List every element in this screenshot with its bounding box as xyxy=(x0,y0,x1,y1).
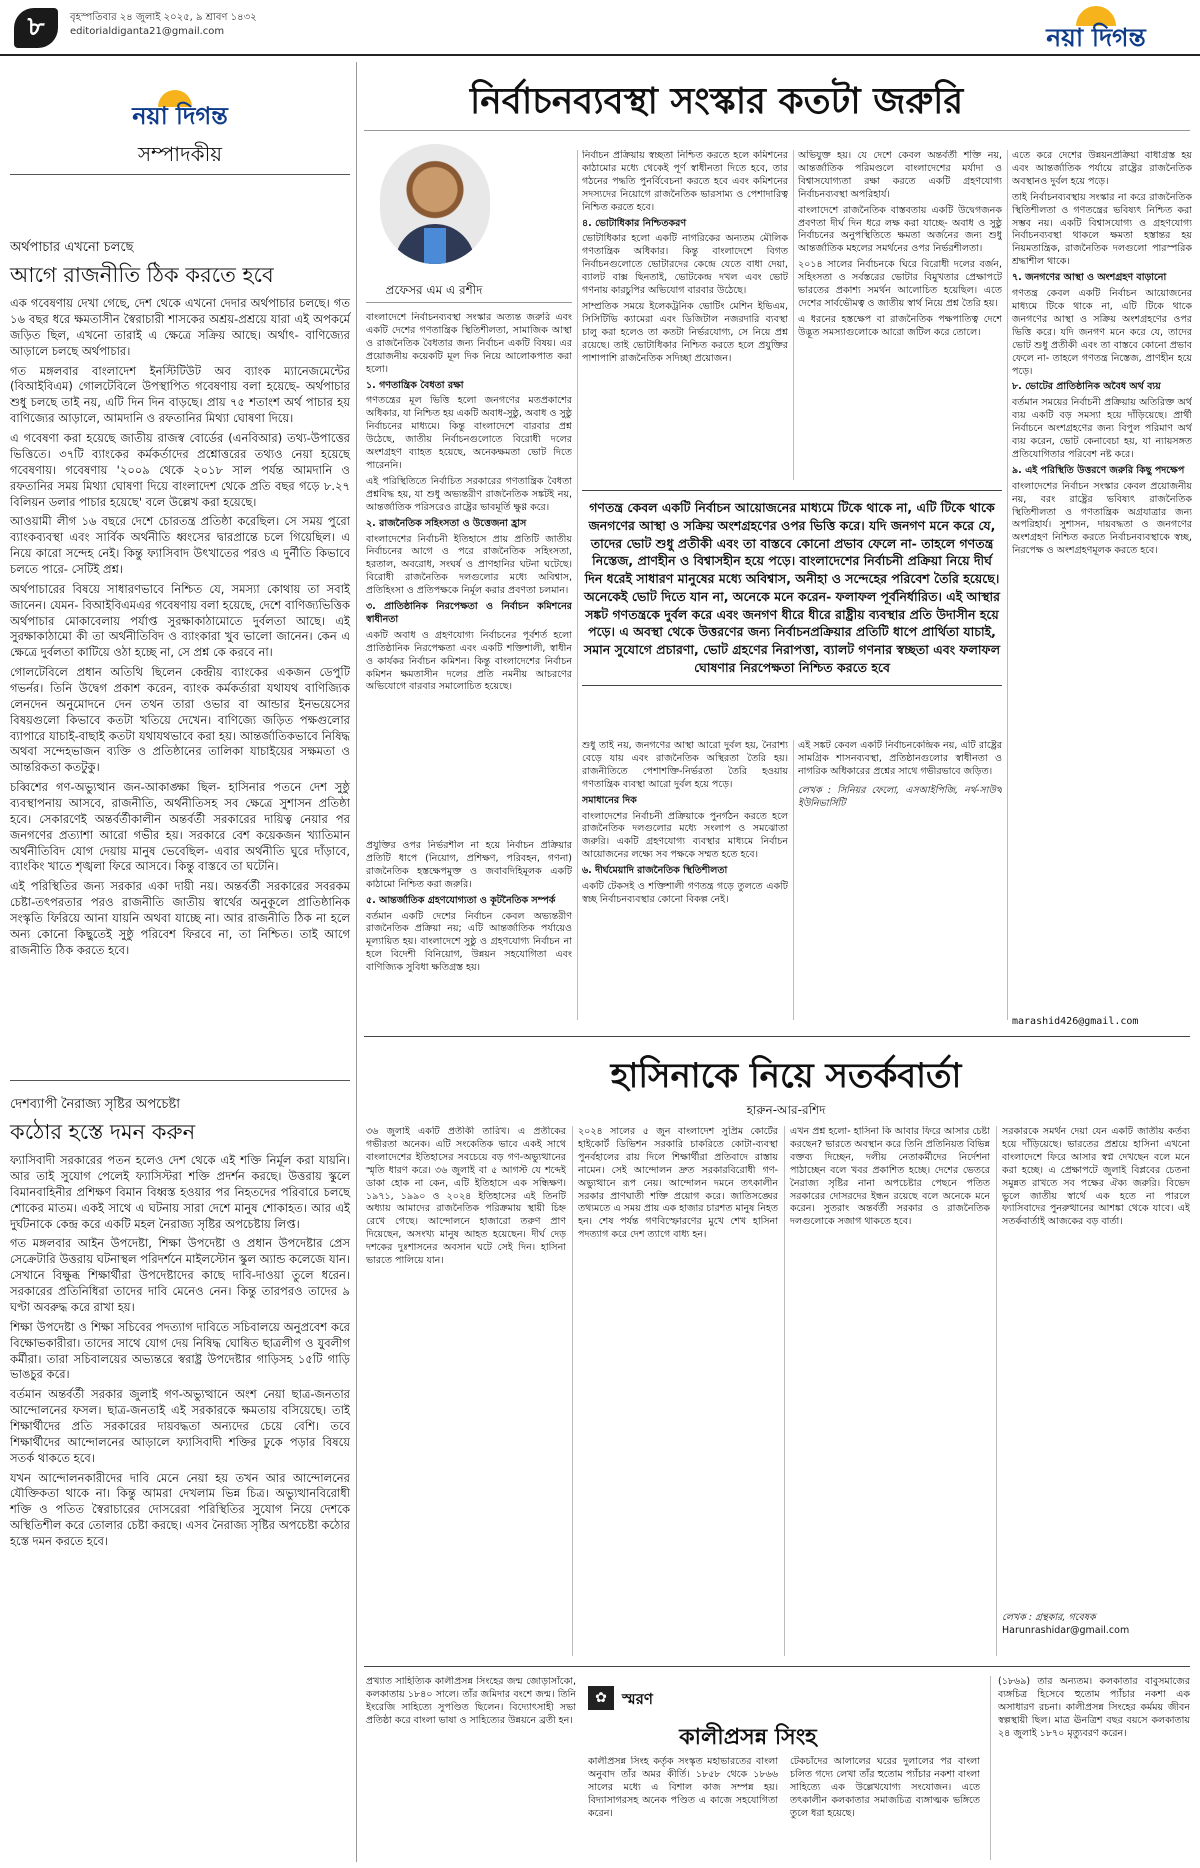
article3-column-4 xyxy=(998,1676,1190,1860)
brand-name: নয়া দিগন্ত xyxy=(1046,23,1146,52)
paragraph: গণতন্ত্রের মূল ভিত্তি হলো জনগণের মতপ্রকাশের অধিকার, যা নিশ্চিত হয় একটি অবাধ-সুষ্ঠু, অবাধ ও সুষ্ঠু নির্বাচনের মাধ্যমে। কিন্তু বাংলাদেশে বারবার প্রশ্ন উঠেছে, জাতীয় নির্বাচনগুলোতে বিরোধী দলের অংশগ্রহণ ব্যাহত হয়েছে, অনেকক্ষমতা ভোট দিতে পারেননি। xyxy=(366,395,572,471)
editorial-column xyxy=(10,62,350,1862)
paragraph: অভিযুক্ত হয়। যে দেশে কেবল অন্তর্বর্তী শক্তি নয়, আন্তর্জাতিক পরিমণ্ডলে বাংলাদেশের মর্যাদা ও বিশ্বাসযোগ্যতা রক্ষা করতে একটি গ্রহণযোগ্য নির্বাচনব্যবস্থা অপরিহার্য। xyxy=(798,150,1002,200)
page-number: ৮ xyxy=(14,8,58,48)
subheading: ৪. ভোটাধিকার নিশ্চিতকরণ xyxy=(582,217,687,229)
subheading: ৫. আন্তর্জাতিক গ্রহণযোগ্যতা ও কূটনৈতিক সম্পর্ক xyxy=(366,894,556,906)
editorial-logo xyxy=(90,90,270,128)
section-divider xyxy=(364,1666,1190,1667)
main-article-column-6 xyxy=(582,740,788,1020)
paragraph: বর্তমান অন্তর্বর্তী সরকার জুলাই গণ-অভ্যুত্থানে অংশ নেয়া ছাত্র-জনতার আন্দোলনের ফসল। ছাত্র-জনতাই এই সরকারকে ক্ষমতায় বসিয়েছে। তাই শিক্ষার্থীদের প্রতি সরকারের দায়বদ্ধতা অন্যদের চেয়ে বেশি। তবে শিক্ষার্থীদের আন্দোলনের আড়ালে ফ্যাসিবাদী শক্তির ঢুকে পড়ার বিষয়ে সতর্ক থাকতে হবে। xyxy=(10,1387,350,1465)
article2-title: হাসিনাকে নিয়ে সতর্কবার্তা xyxy=(610,1056,962,1096)
paragraph: শিক্ষা উপদেষ্টা ও শিক্ষা সচিবের পদত্যাগ দাবিতে সচিবালয়ে অনুপ্রবেশ করে বিক্ষোভকারীরা। তাদের সাথে যোগ দেয় নিষিদ্ধ ঘোষিত ছাত্রলীগ ও যুবলীগ কর্মীরা। তারা সচিবালয়ের অভ্যন্তরে স্বরাষ্ট্র উপদেষ্টার গাড়িসহ ১৫টি গাড়ি ভাঙচুর করে। xyxy=(10,1319,350,1382)
article-title: কঠোর হস্তে দমন করুন xyxy=(10,1120,196,1144)
article2-author: হারুন-আর-রশিদ xyxy=(746,1103,826,1117)
column-divider xyxy=(793,740,794,1020)
column-divider xyxy=(572,1126,573,1656)
author-photo xyxy=(380,144,490,264)
paragraph: বাংলাদেশে রাজনৈতিক বাস্তবতায় একটি উদ্বেগজনক প্রবণতা দীর্ঘ দিন ধরে লক্ষ করা যাচ্ছে- অবাধ ও সুষ্ঠু নির্বাচনের অনুপস্থিতিতে ক্ষমতা অর্জনের জন্য শুধু আন্তর্জাতিক মহলের সমর্থনের ওপর নির্ভরশীলতা। xyxy=(798,204,1002,255)
paragraph: কালীপ্রসন্ন সিংহ কর্তৃক সংস্কৃত মহাভারতের বাংলা অনুবাদ তাঁর অমর কীর্তি। ১৮৫৮ থেকে ১৮৬৬ সালের মধ্যে এ বিশাল কাজ সম্পন্ন হয়। বিদ্যাসাগরসহ অনেক পণ্ডিত এ কাজে সহযোগিতা করেন। xyxy=(588,1756,778,1819)
column-divider xyxy=(577,150,578,1020)
paragraph: গত মঙ্গলবার বাংলাদেশ ইনস্টিটিউট অব ব্যাংক ম্যানেজমেন্টের (বিআইবিএম) গোলটেবিলে উপস্থাপিত গবেষণায় বলা হয়েছে- অর্থপাচার শুধু চলছে তাই নয়, এটি দিন দিন বাড়ছে। প্রায় ৭৫ শতাংশ অর্থ পাচার হয় বাণিজ্যের আড়ালে, আমদানি ও রফতানির মিথ্যা ঘোষণা দিয়ে। xyxy=(10,363,350,426)
article3-title: কালীপ্রসন্ন সিংহ xyxy=(679,1725,817,1750)
column-divider xyxy=(784,1126,785,1656)
pull-quote: গণতন্ত্র কেবল একটি নির্বাচন আয়োজনের মাধ্যমে টিকে থাকে না, এটি টিকে থাকে জনগণের আস্থা ও সক্রিয় অংশগ্রহণের ওপর ভিত্তি করে। যদি জনগণ মনে করে যে, তাদের ভোট শুধু প্রতীকী এবং তা বাস্তবে কোনো প্রভাব ফেলে না- তাহলে গণতন্ত্র নিস্তেজ, প্রাণহীন ও বিশ্বাসহীন হয়ে পড়ে। বাংলাদেশের নির্বাচনী প্রক্রিয়া নিয়ে দীর্ঘ দিন ধরেই সাধারণ মানুষের মধ্যে অবিশ্বাস, অনীহা ও সন্দেহের পরিবেশ তৈরি হয়েছে। অনেকেই ভোট দিতে যান না, অনেকে মনে করেন- ফলাফল পূর্বনির্ধারিত। এই আস্থার সঙ্কট গণতন্ত্রকে দুর্বল করে এবং জনগণ ধীরে ধীরে রাষ্ট্রীয় ব্যবস্থার প্রতি উদাসীন হয়ে পড়ে। এ অবস্থা থেকে উত্তরণের জন্য নির্বাচনপ্রক্রিয়ার প্রতিটি ধাপে প্রার্থিতা যাচাই, সমান সুযোগে প্রচারণা, ভোট গ্রহণের নিরাপত্তা, ব্যালট গণনার স্বচ্ছতা এবং ফলাফল ঘোষণার নিরপেক্ষতা নিশ্চিত করতে হবে xyxy=(582,490,1002,686)
paragraph: বর্তমান সময়ের নির্বাচনী প্রক্রিয়ায় অতিরিক্ত অর্থ ব্যয় একটি বড় সমস্যা হয়ে দাঁড়িয়েছে। প্রার্থী নির্বাচনে অংশগ্রহণের জন্য বিপুল পরিমাণ অর্থ ব্যয় করেন, ভোট কেনাবেচা হয়, যা ন্যায়সঙ্গত প্রতিযোগিতার পরিবেশ নষ্ট করে। xyxy=(1012,397,1192,460)
paragraph: যখন আন্দোলনকারীদের দাবি মেনে নেয়া হয় তখন আর আন্দোলনের যৌক্তিকতা থাকে না। কিন্তু আমরা দেখলাম ভিন্ন চিত্র। অভ্যুত্থানবিরোধী শক্তি ও পতিত স্বৈরাচারের দোসরেরা পরিস্থিতির সুযোগ নিয়ে দেশকে অস্থিতিশীল করে তোলার চেষ্টা করছে। এসব নৈরাজ্য সৃষ্টির অপচেষ্টা কঠোর হস্তে দমন করতে হবে। xyxy=(10,1470,350,1548)
paragraph: একটি টেকসই ও শক্তিশালী গণতন্ত্র গড়ে তুলতে একটি স্বচ্ছ নির্বাচনব্যবস্থার কোনো বিকল্প নেই। xyxy=(582,881,788,905)
flower-icon: ✿ xyxy=(588,1686,614,1710)
column-divider xyxy=(356,62,357,1862)
article2-column-3 xyxy=(790,1126,990,1656)
subheading: ৬. দীর্ঘমেয়াদি রাজনৈতিক স্থিতিশীলতা xyxy=(582,865,728,877)
paragraph: এখন প্রশ্ন হলো- হাসিনা কি আবার ফিরে আসার চেষ্টা করছেন? ভারতে অবস্থান করে তিনি প্রতিনিয়ত বিভিন্ন বক্তব্য দিচ্ছেন, দলীয় নেতাকর্মীদের নির্দেশনা পাঠাচ্ছেন বলে খবর প্রকাশিত হচ্ছে। দেশের ভেতরে নৈরাজ্য সৃষ্টির নানা অপচেষ্টার পেছনে পতিত সরকারের দোসরদের ইন্ধন রয়েছে বলে অনেকে মনে করেন। সুতরাং অন্তর্বর্তী সরকার ও রাজনৈতিক দলগুলোকে সজাগ থাকতে হবে। xyxy=(790,1126,990,1228)
paragraph: ২০২৪ সালের ৫ জুন বাংলাদেশ সুপ্রিম কোর্টের হাইকোর্ট ডিভিশন সরকারি চাকরিতে কোটা-ব্যবস্থা পুনর্বহালের রায় দিলে শিক্ষার্থীরা প্রতিবাদে রাস্তায় নামেন। সেই আন্দোলন দ্রুত সরকারবিরোধী গণ-অভ্যুত্থানে রূপ নেয়। আন্দোলন দমনে তৎকালীন সরকার প্রাণঘাতী শক্তি প্রয়োগ করে। জাতিসঙ্ঘের তথ্যমতে এ সময় প্রায় এক হাজার চারশত মানুষ নিহত হন। শেষ পর্যন্ত গণবিস্ফোরণের মুখে শেখ হাসিনা পদত্যাগ করে দেশ ত্যাগে বাধ্য হন। xyxy=(578,1126,778,1241)
paragraph: এই সঙ্কট কেবল একটি নির্বাচনকেন্দ্রিক নয়, এটি রাষ্ট্রের সামগ্রিক শাসনব্যবস্থা, প্রতিষ্ঠানগুলোর স্বাধীনতা ও নাগরিক অধিকারের প্রশ্নের সাথে গভীরভাবে জড়িত। xyxy=(798,740,1002,777)
masthead xyxy=(0,0,1200,56)
column-divider xyxy=(996,1126,997,1656)
paragraph: এক গবেষণায় দেখা গেছে, দেশ থেকে এখনো দেদার অর্থপাচার চলছে। গত ১৬ বছর ধরে ক্ষমতাসীন স্বৈরাচারী শাসকের অশ্রয়-প্রশ্রয়ে যারা এই অপকর্মে জড়িত ছিল, এখনো তারাই এ ক্ষেত্রে সক্রিয় আছে। অর্থাৎ- বাণিজ্যের আড়ালে চলছে অর্থপাচার। xyxy=(10,296,350,358)
author-shirt xyxy=(424,228,446,264)
article-body xyxy=(10,296,350,958)
paragraph: এই পরিস্থিতির জন্য সরকার একা দায়ী নয়। অন্তর্বর্তী সরকারের সবরকম চেষ্টা-তৎপরতার পরও রাজনীতি জাতীয় স্বার্থের অনুকূলে প্রাতিষ্ঠানিক সংস্কৃতি ফিরিয়ে আনা যায়নি অথবা যাচ্ছে না। আর রাজনীতি ঠিক না হলে অন্য কোনো কিছুতেই সুষ্ঠু পরিবেশ ফিরবে না, তা নিশ্চিত। তাই আগে রাজনীতি ঠিক করতে হবে। xyxy=(10,879,350,957)
paragraph: নির্বাচন প্রক্রিয়ায় স্বচ্ছতা নিশ্চিত করতে হলে কমিশনের কাঠামোর মধ্যে থেকেই পূর্ণ স্বাধীনতা দিতে হবে, তার গঠনের পদ্ধতি পুনর্বিবেচনা করতে হবে এবং কমিশনের সদস্যদের নিয়োগে রাজনৈতিক ভারসাম্য ও পেশাদারিত্ব নিশ্চিত করতে হবে। xyxy=(582,150,788,213)
editorial-brand: নয়া দিগন্ত xyxy=(132,102,228,130)
article2-signature-block xyxy=(1002,1606,1190,1652)
main-article-title: নির্বাচনব্যবস্থা সংস্কার কতটা জরুরি xyxy=(470,81,964,122)
article2-email[interactable]: Harunrashidar@gmail.com xyxy=(1002,1624,1130,1636)
main-article-column-2 xyxy=(582,150,788,480)
masthead-divider xyxy=(0,54,1200,56)
main-article-column-7 xyxy=(798,740,1002,1020)
paragraph: ৩৬ জুলাই একটি প্রতীকী তারিখ। এ প্রতীকের গভীরতা অনেক। এটি সংকেতিক ভাবে একই সাথে বাংলাদেশের ইতিহাসের সবচেয়ে বড় গণ-অভ্যুত্থানের স্মৃতি ধারণ করে। ৩৬ জুলাই বা ৫ আগস্ট যে শব্দেই ডাকা হোক না কেন, এটি ইতিহাসে এক সন্ধিক্ষণ। ১৯৭১, ১৯৯০ ও ২০২৪ ইতিহাসের এই তিনটি অধ্যায় আমাদের রাজনৈতিক পরিক্রমায় স্থায়ী চিহ্ন রেখে গেছে। আন্দোলনে হাজারো তরুণ প্রাণ দিয়েছেন, অসংখ্য মানুষ আহত হয়েছেন। দীর্ঘ দেড় দশকের দুঃশাসনের অবসান ঘটে সেই দিন। হাসিনা ভারতে পালিয়ে যান। xyxy=(366,1126,566,1267)
article2-column-2 xyxy=(578,1126,778,1656)
title-divider xyxy=(364,130,1190,131)
paragraph: শুধু তাই নয়, জনগণের আস্থা আরো দুর্বল হয়, নৈরাশ্য বেড়ে যায় এবং রাজনৈতিক অস্থিরতা তৈরি হয়। রাজনীতিতে পেশাশক্তি-নির্ভরতা তৈরি হওয়ায় গণতান্ত্রিক ব্যবস্থা আরো দুর্বল হয়ে পড়ে। xyxy=(582,740,788,790)
editorial-article-1 xyxy=(10,238,350,963)
author-email[interactable]: marashid426@gmail.com xyxy=(1012,1016,1139,1027)
paragraph: এই পরিস্থিতিতে নির্বাচিত সরকারের গণতান্ত্রিক বৈধতা প্রশ্নবিদ্ধ হয়, যা শুধু অভ্যন্তরীণ রাজনৈতিক সঙ্কটই নয়, আন্তর্জাতিক পরিসরেও রাষ্ট্রের ভাবমূর্তি ক্ষুণ্ণ করে। xyxy=(366,475,572,513)
subheading: ৯. এই পরিস্থিতি উত্তরণে জরুরি কিছু পদক্ষেপ xyxy=(1012,464,1185,476)
article-kicker: দেশব্যাপী নৈরাজ্য সৃষ্টির অপচেষ্টা xyxy=(10,1097,180,1112)
subheading: ৩. প্রাতিষ্ঠানিক নিরপেক্ষতা ও নির্বাচন কমিশনের স্বাধীনতা xyxy=(366,601,572,625)
editorial-article-2 xyxy=(10,1080,350,1554)
subheading: ২. রাজনৈতিক সহিংসতা ও উত্তেজনা হ্রাস xyxy=(366,517,527,529)
article3-column-1 xyxy=(366,1676,576,1860)
author-name: প্রফেসর এম এ রশীদ xyxy=(385,283,483,297)
paragraph: বর্তমান একটি দেশের নির্বাচন কেবল অভ্যন্তরীণ রাজনৈতিক প্রক্রিয়া নয়; এটি আন্তর্জাতিক পর্যায়েও মূল্যায়িত হয়। বাংলাদেশে সুষ্ঠু ও গ্রহণযোগ্য নির্বাচন না হলে বিদেশী বিনিয়োগ, উন্নয়ন সহযোগিতা এবং বাণিজ্যিক সুবিধা ক্ষতিগ্রস্ত হয়। xyxy=(366,910,572,974)
paragraph: ভোটাধিকার হলো একটি নাগরিকের অন্যতম মৌলিক গণতান্ত্রিক অধিকার। কিন্তু বাংলাদেশে বিগত নির্বাচনগুলোতে ভোটারদের কেন্দ্রে যেতে বাধা দেয়া, ব্যালট বাক্স ছিনতাই, ভোটকেন্দ্র দখল এবং ভোট গণনায় কারচুপির অভিযোগ বারবার উঠেছে। xyxy=(582,233,788,297)
smaran-section-label xyxy=(588,1686,818,1710)
subheading: সমাধানের দিক xyxy=(582,794,637,806)
main-article-column-3 xyxy=(798,150,1002,480)
paragraph: বাংলাদেশের নির্বাচনী প্রক্রিয়াকে পুনর্গঠন করতে হলে রাজনৈতিক দলগুলোর মধ্যে সংলাপ ও সমঝোতা জরুরি। একটি গ্রহণযোগ্য ব্যবস্থার মাধ্যমে নির্বাচন আয়োজনের লক্ষ্যে সব পক্ষকে সম্মত হতে হবে। xyxy=(582,810,788,861)
section-label: স্মরণ xyxy=(622,1690,653,1708)
author-signature: লেখক : সিনিয়র ফেলো, এসআইপিজি, নর্থ-সাউথ ইউনিভার্সিটি xyxy=(798,784,1002,809)
date-line: বৃহস্পতিবার ২৪ জুলাই ২০২৫, ৯ শ্রাবণ ১৪৩২ xyxy=(70,12,257,23)
main-article-column-5 xyxy=(366,840,572,1020)
paragraph: গণতন্ত্র কেবল একটি নির্বাচন আয়োজনের মাধ্যমে টিকে থাকে না, এটি টিকে থাকে জনগণের আস্থা ও সক্রিয় অংশগ্রহণের ওপর ভিত্তি করে। যদি জনগণ মনে করে যে, তাদের ভোট শুধু প্রতীকী এবং তা বাস্তবে কোনো প্রভাব ফেলে না- তাহলে গণতন্ত্র নিস্তেজ, প্রাণহীন হয়ে পড়ে। xyxy=(1012,288,1192,377)
article-title: আগে রাজনীতি ঠিক করতে হবে xyxy=(10,263,274,287)
article3-column-3 xyxy=(790,1756,980,1860)
column-divider xyxy=(793,150,794,480)
paragraph: এ গবেষণা করা হয়েছে জাতীয় রাজস্ব বোর্ডের (এনবিআর) তথ্য-উপাত্তের ভিত্তিতে। ৩৭টি ব্যাংকের কর্মকর্তাদের প্রশ্নোত্তরের তথ্যও নেয়া হয়েছে গবেষণায়। গবেষণায় '২০০৯ থেকে ২০১৮ সাল পর্যন্ত আমদানি ও রফতানির সময় মিথ্যা ঘোষণা দিয়ে বাংলাদেশ থেকে প্রতি বছর গড়ে ৮.২৭ বিলিয়ন ডলার পাচার হয়েছে' বলে উল্লেখ করা হয়েছে। xyxy=(10,431,350,509)
paragraph: টেকচাঁদের আলালের ঘরের দুলালের পর বাংলা চলিত গদ্যে লেখা তাঁর হুতোম প্যাঁচার নকশা বাংলা সাহিত্যে এক উল্লেখযোগ্য সংযোজন। এতে তৎকালীন কলকাতার সমাজচিত্র ব্যঙ্গাত্মক ভঙ্গিতে তুলে ধরা হয়েছে। xyxy=(790,1756,980,1819)
paragraph: প্রখ্যাত সাহিত্যিক কালীপ্রসন্ন সিংহের জন্ম জোড়াসাঁকো, কলকাতায় ১৮৪০ সালে। তাঁর জমিদার বংশে জন্ম। তিনি ইংরেজি সাহিত্যে সুপণ্ডিত ছিলেন। বিদ্যোৎসাহী সভা প্রতিষ্ঠা করে বাংলা ভাষা ও সাহিত্যের উন্নয়নে ব্রতী হন। xyxy=(366,1676,576,1726)
main-article-column-1 xyxy=(366,312,572,832)
brand-logo[interactable] xyxy=(1006,6,1186,52)
paragraph: প্রযুক্তির ওপর নির্ভরশীল না হয়ে নির্বাচন প্রক্রিয়ার প্রতিটি ধাপে (নিয়োগ, প্রশিক্ষণ, পরিবহন, গণনা) রাজনৈতিক হস্তক্ষেপমুক্ত ও জবাবদিহিমূলক একটি কাঠামো নিশ্চিত করা জরুরি। xyxy=(366,840,572,890)
paragraph: বাংলাদেশের নির্বাচনী ইতিহাসে প্রায় প্রতিটি জাতীয় নির্বাচনের আগে ও পরে রাজনৈতিক সহিংসতা, হরতাল, অবরোধ, সংঘর্ষ ও প্রাণহানির ঘটনা ঘটেছে। বিরোধী রাজনৈতিক দলগুলোর মধ্যে অবিশ্বাস, প্রতিহিংসা ও প্রতিপক্ষকে নির্মূল করার প্রবণতা চলমান। xyxy=(366,533,572,597)
editorial-email[interactable]: editorialdiganta21@gmail.com xyxy=(70,26,225,37)
paragraph: চব্বিশের গণ-অভ্যুত্থান জন-আকাঙ্ক্ষা ছিল- হাসিনার পতনে দেশ সুষ্ঠু ব্যবস্থাপনায় আসবে, রাজনীতি, অর্থনীতিসহ সব ক্ষেত্রে সুশাসন প্রতিষ্ঠা হবে। সেকারণেই অন্তর্বর্তীকালীন অন্তর্বর্তী সরকারের দায়িত্ব নেয়ার পর জনগণের প্রত্যাশা আরো গভীর হয়। সরকারে বেশ কয়েকজন খ্যাতিমান অর্থনীতিবিদ যোগ দেয়ায় মানুষ ভেবেছিল- এবার অর্থনীতি ঘুরে দাঁড়াবে, ব্যাংকিং খাতে শৃঙ্খলা ফিরে আসবে। কিন্তু বাস্তবে তা ঘটেনি। xyxy=(10,780,350,874)
paragraph: গোলটেবিলে প্রধান অতিথি ছিলেন কেন্দ্রীয় ব্যাংকের একজন ডেপুটি গভর্নর। তিনি উদ্বেগ প্রকাশ করেন, ব্যাংক কর্মকর্তারা যথাযথ বাণিজ্যিক লেনদেন অনুমোদনে দেন তথন তারা ওভার বা আন্ডার ইনভয়েসের বিষয়গুলো কিভাবে কতটা খতিয়ে দেখেন। বাণিজ্যে জড়িত পক্ষগুলোর ব্যাপারে যাচাই-বাছাই কতটা যথাযথভাবে করা হয়। আন্তর্জাতিকভাবে নিষিদ্ধ অথবা সন্দেহভাজন ব্যক্তি ও প্রতিষ্ঠানের তালিকা যাচাইয়ের সক্ষমতা ও আন্তরিকতা কতটুকু। xyxy=(10,665,350,775)
paragraph: আওয়ামী লীগ ১৬ বছরে দেশে চোরতন্ত্র প্রতিষ্ঠা করেছিল। সে সময় পুরো ব্যাংকব্যবস্থা এবং সার্বিক অর্থনীতি ধ্বংসের দ্বারপ্রান্তে চলে গিয়েছিল। এ নিয়ে কারো সন্দেহ নেই। কিন্তু ফ্যাসিবাদ উৎখাতের পরও এ দুর্নীতি কিভাবে চলতে পারে- সেটিই প্রশ্ন। xyxy=(10,514,350,576)
column-divider xyxy=(990,1676,991,1860)
editorial-heading: সম্পাদকীয় xyxy=(137,142,223,166)
article-kicker: অর্থপাচার এখনো চলছে xyxy=(10,240,134,255)
paragraph: (১৮৬৯) তার অন্যতম। কলকাতার বাবুসমাজের ব্যঙ্গচিত্র হিসেবে হুতোম প্যাঁচার নকশা এক অসাধারণ রচনা। কালীপ্রসন্ন সিংহের কর্মময় জীবন স্বল্পস্থায়ী ছিল। মাত্র ঊনত্রিশ বছর বয়সে কলকাতায় ২৪ জুলাই ১৮৭০ মৃত্যুবরণ করেন। xyxy=(998,1676,1190,1739)
article3-column-2 xyxy=(588,1756,778,1860)
paragraph: বাংলাদেশে নির্বাচনব্যবস্থা সংস্কার অত্যন্ত জরুরি এবং একটি দেশের গণতান্ত্রিক স্থিতিশীলতা, সামাজিক আস্থা ও রাজনৈতিক বৈধতার জন্য নির্বাচন একটি বিষয়। এর প্রয়োজনীয় কয়েকটি মূল দিক নিয়ে আলোকপাত করা হলো। xyxy=(366,312,572,375)
paragraph: ২০১৪ সালের নির্বাচনকে ঘিরে বিরোধী দলের বর্জন, সহিংসতা ও সর্বস্তরের ভোটার বিমুখতার প্রেক্ষাপটে ভারতের প্রকাশ্য সমর্থন আলোচিত হয়েছিল। এতে দেশের সার্বভৌমত্ব ও জাতীয় স্বার্থ নিয়ে প্রশ্ন তৈরি হয়। xyxy=(798,259,1002,309)
paragraph: সরকারকে সমর্থন দেয়া যেন একটি জাতীয় কর্তব্য হয়ে দাঁড়িয়েছে। ভারতের প্রশ্রয়ে হাসিনা এখনো বাংলাদেশে ফিরে আসার স্বপ্ন দেখছেন বলে মনে করা হচ্ছে। এ প্রেক্ষাপটে জুলাই বিপ্লবের চেতনা সমুন্নত রাখতে সব পক্ষের ঐক্য জরুরি। বিভেদ ভুলে জাতীয় স্বার্থে এক হতে না পারলে ফ্যাসিবাদের পুনরুত্থানের আশঙ্কা থেকে যাবে। এই সতর্কবার্তাই আজকের বড় বার্তা। xyxy=(1002,1126,1190,1228)
article-body xyxy=(10,1153,350,1550)
paragraph: গত মঙ্গলবার আইন উপদেষ্টা, শিক্ষা উপদেষ্টা ও প্রধান উপদেষ্টার প্রেস সেক্রেটারি উত্তরায় ঘটনাস্থল পরিদর্শনে মাইলস্টোন স্কুল অ্যান্ড কলেজে যান। সেখানে বিক্ষুব্ধ শিক্ষার্থীরা উপদেষ্টাদের কাছে দাবি-দাওয়া তুলে ধরেন। সরকারের প্রতিনিধিরা তাদের দাবি মেনেও নেন। কিন্তু তারপরও তাদের ৯ ঘণ্টা অবরুদ্ধ করে রাখা হয়। xyxy=(10,1236,350,1314)
article2-signature: লেখক : গ্রন্থকার, গবেষক xyxy=(1002,1612,1096,1623)
paragraph: অর্থপাচারের বিষয়ে সাধারণভাবে নিশ্চিত যে, সমস্যা কোথায় তা সবাই জানেন। যেমন- বিআইবিএমএর গবেষণায় বলা হয়েছে, দেশে বাণিজ্যভিত্তিক অর্থপাচার মোকাবেলায় পর্যাপ্ত সুরক্ষাকাঠামোতে দুর্বলতা আছে। এই সুরক্ষাকাঠামো কী তা অর্থনীতিবিদ ও ব্যাংকারা খুব ভালো জানেন। কেন এ ক্ষেত্রে দুর্বলতা কাটিয়ে ওঠা হচ্ছে না, সে প্রশ্ন কে করবে না। xyxy=(10,581,350,660)
paragraph: সাম্প্রতিক সময়ে ইলেকট্রনিক ভোটিং মেশিন ইভিএম, সিসিটিভি ক্যামেরা এবং ডিজিটাল নজরদারি ব্যবস্থা চালু করা হলেও তা কতটা নির্ভরযোগ্য, সে নিয়ে প্রশ্ন রয়েছে। তাই ভোটাধিকার নিশ্চিত করতে হলে প্রযুক্তির পাশাপাশি রাজনৈতিক সদিচ্ছা প্রয়োজন। xyxy=(582,300,788,364)
article-divider xyxy=(10,1080,350,1081)
paragraph: বাংলাদেশের নির্বাচন সংস্কার কেবল প্রয়োজনীয় নয়, বরং রাষ্ট্রের ভবিষ্যৎ রাজনৈতিক স্থিতিশীলতা ও গণতান্ত্রিক অগ্রযাত্রার জন্য অপরিহার্য। সুশাসন, দায়বদ্ধতা ও জনগণের অংশগ্রহণ নিশ্চিত করতে নির্বাচনব্যবস্থাকে স্বচ্ছ, নিরপেক্ষ ও অংশগ্রহণমূলক করতে হবে। xyxy=(1012,480,1192,557)
main-article-column-4 xyxy=(1012,150,1192,1010)
paragraph: একটি অবাধ ও গ্রহণযোগ্য নির্বাচনের পূর্বশর্ত হলো প্রাতিষ্ঠানিক নিরপেক্ষতা এবং একটি শক্তিশালী, স্বাধীন ও কার্যকর নির্বাচন কমিশন। কিন্তু বাংলাদেশের নির্বাচন কমিশন ক্ষমতাসীন দলের প্রতি নমনীয় আচরণের অভিযোগে বারবার সমালোচিত হয়েছে। xyxy=(366,629,572,693)
section-divider xyxy=(364,1036,1190,1037)
author-divider xyxy=(366,302,572,303)
paragraph: তাই নির্বাচনব্যবস্থায় সংস্কার না করে রাজনৈতিক স্থিতিশীলতা ও গণতন্ত্রের ভবিষ্যৎ নিশ্চিত করা সম্ভব নয়। একটি বিশ্বাসযোগ্য ও গ্রহণযোগ্য নির্বাচনব্যবস্থা থাকলে ক্ষমতা হস্তান্তর হয় নিয়মতান্ত্রিক, রাজনৈতিক দলগুলো পারস্পরিক শ্রদ্ধাশীল থাকে। xyxy=(1012,191,1192,268)
article2-column-1 xyxy=(366,1126,566,1656)
subheading: ১. গণতান্ত্রিক বৈধতা রক্ষা xyxy=(366,379,464,391)
paragraph: এ ধরনের হস্তক্ষেপ বা রাজনৈতিক পক্ষপাতিত্ব দেশে উদ্ভূত সমস্যাগুলোকে আরো জটিল করে তোলে। xyxy=(798,313,1002,338)
subheading: ৭. জনগণের আস্থা ও অংশগ্রহণ বাড়ানো xyxy=(1012,272,1167,284)
paragraph: এতে করে দেশের উন্নয়নপ্রক্রিয়া বাধাগ্রস্ত হয় এবং আন্তর্জাতিক পর্যায়ে রাষ্ট্রের রাজনৈতিক অবস্থানও দুর্বল হয়ে পড়ে। xyxy=(1012,150,1192,187)
article2-column-4 xyxy=(1002,1126,1190,1596)
subheading: ৮. ভোটের প্রাতিষ্ঠানিক অবৈধ অর্থ ব্যয় xyxy=(1012,381,1161,393)
column-divider xyxy=(1007,150,1008,1020)
paragraph: ফ্যাসিবাদী সরকারের পতন হলেও দেশ থেকে এই শক্তি নির্মূল করা যায়নি। আর তাই সুযোগ পেলেই ফ্যাসিস্টরা শক্তি প্রদর্শন করছে। উত্তরায় স্কুলে বিমানবাহিনীর প্রশিক্ষণ বিমান বিধ্বস্ত হওয়ার পর নিহতদের পরিবারে চলছে শোকের মাতম। একই সাথে এ ঘটনায় সারা দেশে মানুষ শোকাহত। আর এই দুর্ঘটনাকে কেন্দ্র করে একটি মহল নৈরাজ্য সৃষ্টির অপচেষ্টায় লিপ্ত। xyxy=(10,1153,350,1231)
editorial-divider xyxy=(10,174,350,175)
